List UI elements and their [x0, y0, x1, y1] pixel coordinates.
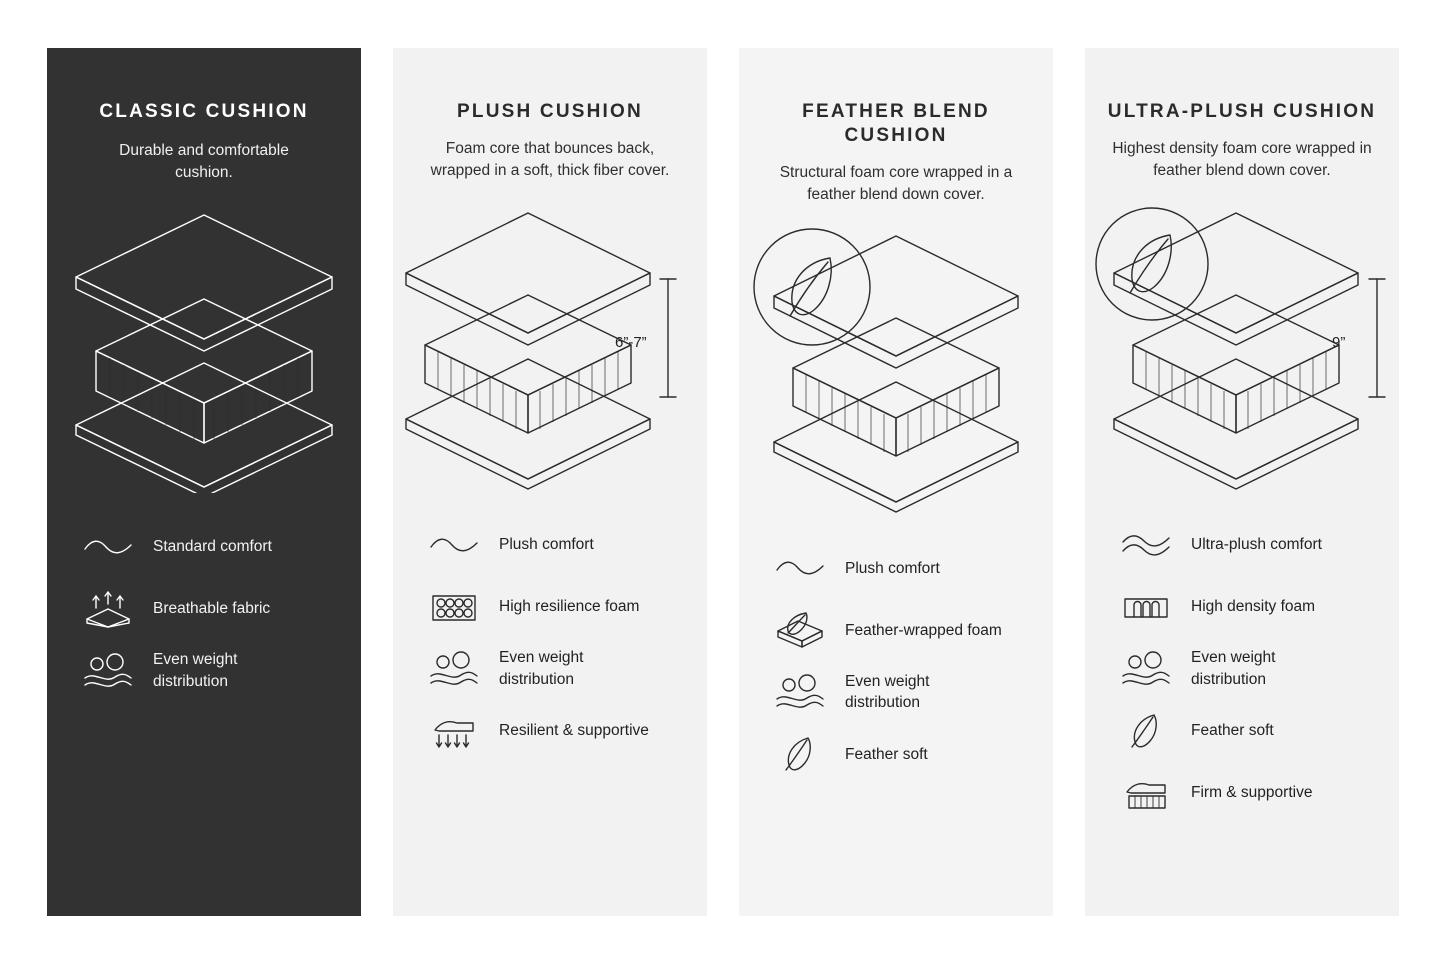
- weight-distribution-icon: [425, 647, 483, 691]
- weight-distribution-icon: [1117, 647, 1175, 691]
- weight-distribution-icon: [771, 670, 829, 714]
- cushion-card-feather-blend[interactable]: [739, 48, 1053, 916]
- feature-item: [425, 641, 687, 697]
- high-density-foam-icon: [1117, 585, 1175, 629]
- firm-support-icon: [1117, 771, 1175, 815]
- honeycomb-foam-icon: [425, 585, 483, 629]
- card-title: CLASSIC CUSHION: [99, 101, 309, 122]
- feature-list: [739, 540, 1053, 782]
- feature-label: Plush comfort: [845, 559, 940, 577]
- card-title: PLUSH CUSHION: [457, 101, 643, 122]
- card-header: [393, 48, 707, 183]
- feature-label: Plush comfort: [499, 535, 594, 553]
- card-header: [1085, 48, 1399, 183]
- foam-core-shape: [425, 295, 631, 433]
- height-dimension-marker: [1369, 279, 1385, 397]
- foam-core-shape: [96, 299, 312, 443]
- wave-icon: [79, 525, 137, 569]
- feature-item: [1117, 517, 1379, 573]
- foam-core-shape: [1133, 295, 1339, 433]
- feature-item: [425, 517, 687, 573]
- feature-list: [47, 519, 361, 699]
- feature-label: Even weight distribution: [845, 672, 930, 712]
- feature-item: [771, 540, 1033, 596]
- feather-badge: [754, 229, 870, 345]
- feature-item: [771, 726, 1033, 782]
- cushion-exploded-diagram: [1085, 201, 1399, 501]
- cushion-exploded-diagram: [47, 203, 361, 503]
- cushion-card-classic[interactable]: [47, 48, 361, 916]
- breathable-fabric-icon: [79, 587, 137, 631]
- feature-label: High resilience foam: [499, 597, 640, 615]
- feature-item: [1117, 703, 1379, 759]
- feature-label: Feather soft: [1191, 721, 1274, 739]
- wave-icon: [1117, 523, 1175, 567]
- feature-label: Feather-wrapped foam: [845, 621, 1002, 639]
- weight-distribution-icon: [79, 649, 137, 693]
- feature-list: [393, 517, 707, 759]
- dimension-label: 6”-7”: [615, 333, 647, 351]
- wave-icon: [771, 546, 829, 590]
- dimension-label: 9”: [1332, 333, 1346, 351]
- top-layer-shape: [1114, 213, 1358, 345]
- feather-icon: [771, 732, 829, 776]
- feature-item: [79, 581, 341, 637]
- cushion-card-plush[interactable]: [393, 48, 707, 916]
- feature-label: Ultra-plush comfort: [1191, 535, 1322, 553]
- feature-item: [425, 703, 687, 759]
- cushion-exploded-diagram: [393, 201, 707, 501]
- feather-icon: [1117, 709, 1175, 753]
- feature-item: [425, 579, 687, 635]
- wave-icon: [425, 523, 483, 567]
- feature-item: [79, 519, 341, 575]
- feature-label: Resilient & supportive: [499, 721, 649, 739]
- card-description: Structural foam core wrapped in a feather blend down cover.: [779, 163, 1013, 203]
- feature-label: Standard comfort: [153, 537, 272, 555]
- feature-label: Even weight distribution: [153, 651, 238, 690]
- feature-label: High density foam: [1191, 597, 1316, 615]
- feature-item: [1117, 641, 1379, 697]
- card-description: Durable and comfortable cushion.: [119, 141, 289, 182]
- feature-item: [1117, 579, 1379, 635]
- card-description: Foam core that bounces back, wrapped in a soft, thick fiber cover.: [430, 139, 670, 180]
- top-layer-shape: [76, 215, 332, 351]
- card-header: [47, 48, 361, 185]
- resilient-support-icon: [425, 709, 483, 753]
- feature-label: Even weight distribution: [1191, 649, 1276, 688]
- height-dimension-marker: [660, 279, 676, 397]
- top-layer-shape: [406, 213, 650, 345]
- feather-wrapped-foam-icon: [771, 608, 829, 652]
- feature-list: [1085, 517, 1399, 821]
- cushion-card-list: [47, 48, 1399, 916]
- feature-label: Feather soft: [845, 745, 928, 763]
- feature-item: [79, 643, 341, 699]
- card-description: Highest density foam core wrapped in feather blend down cover.: [1112, 139, 1372, 180]
- foam-core-shape: [793, 318, 999, 456]
- feature-item: [771, 602, 1033, 658]
- feature-label: Breathable fabric: [153, 599, 271, 617]
- feature-item: [771, 664, 1033, 720]
- feature-item: [1117, 765, 1379, 821]
- feature-label: Firm & supportive: [1191, 783, 1313, 801]
- card-title: ULTRA-PLUSH CUSHION: [1107, 101, 1377, 122]
- cushion-card-ultra-plush[interactable]: [1085, 48, 1399, 916]
- cushion-exploded-diagram: [739, 224, 1053, 524]
- card-title: FEATHER BLEND CUSHION: [802, 101, 990, 146]
- top-layer-shape: [774, 236, 1018, 368]
- card-header: [739, 48, 1053, 206]
- feature-label: Even weight distribution: [499, 649, 584, 688]
